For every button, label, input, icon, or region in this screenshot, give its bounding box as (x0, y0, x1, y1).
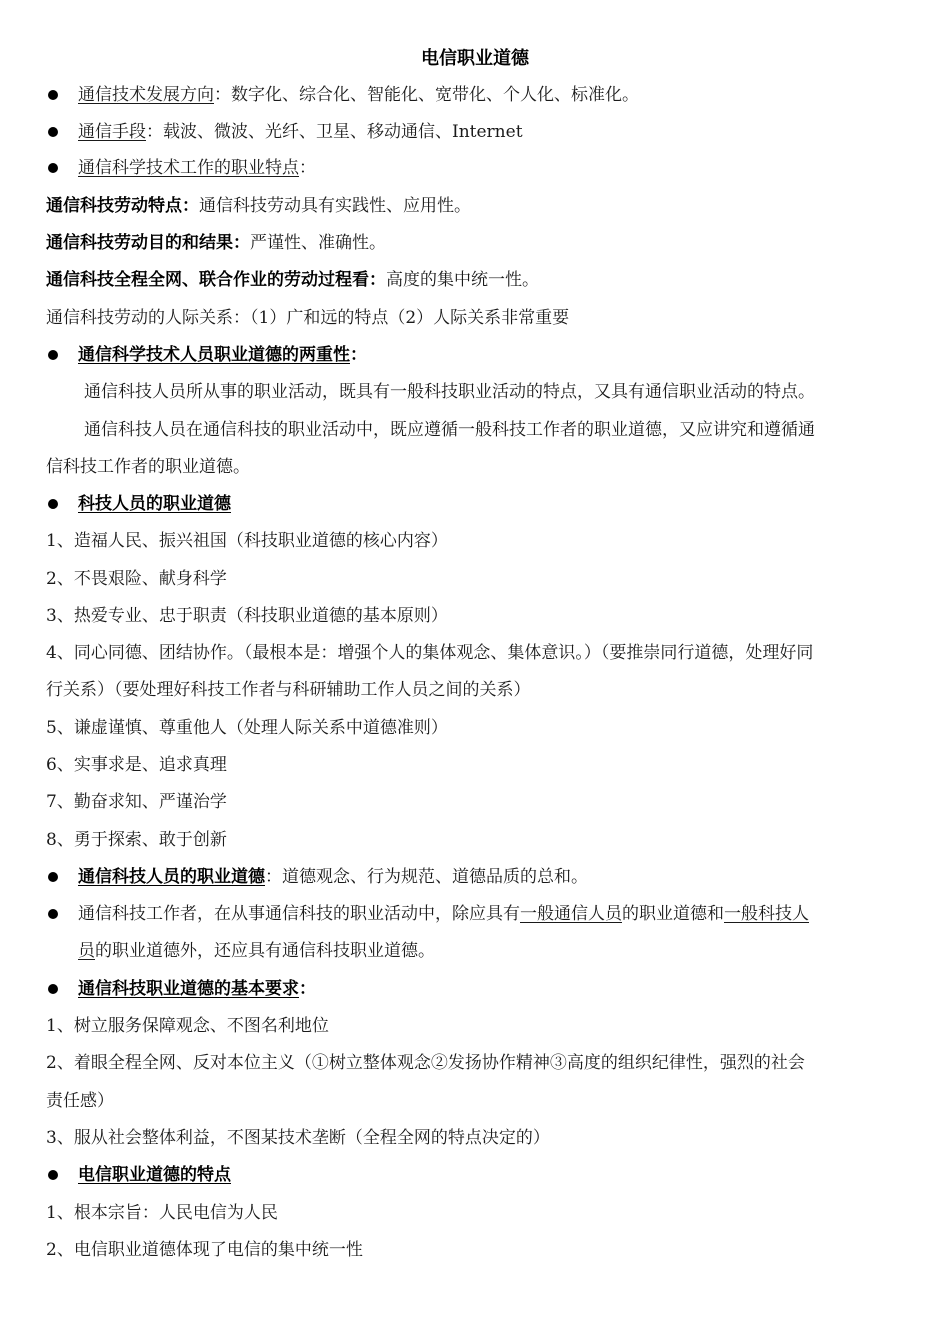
bullet-icon (48, 909, 58, 919)
bullet-item-sci-ethics (78, 491, 231, 517)
item-text: ：载波、微波、光纤、卫星、移动通信、Internet (146, 122, 523, 142)
list-item: 2、不畏艰险、献身科学 (46, 569, 227, 589)
list-item: 1、树立服务保障观念、不图名利地位 (46, 1016, 329, 1036)
item-text: ：道德观念、行为规范、道德品质的总和。 (265, 867, 588, 887)
duality-paragraph-2-line-2: 信科技工作者的职业道德。 (46, 457, 250, 477)
list-item: 2、电信职业道德体现了电信的集中统一性 (46, 1240, 363, 1260)
item-text: ： (299, 158, 316, 178)
list-item: 4、同心同德、团结协作。（最根本是：增强个人的集体观念、集体意识。）（要推崇同行道德，处理好同 (46, 643, 814, 663)
item-label: 通信手段 (78, 122, 146, 142)
item-label: 通信科学技术工作的职业特点 (78, 158, 299, 178)
bullet-icon (48, 90, 58, 100)
bullet-icon (48, 350, 58, 360)
item-text: ：数字化、综合化、智能化、宽带化、个人化、标准化。 (214, 85, 639, 105)
list-item: 3、服从社会整体利益，不图某技术垄断（全程全网的特点决定的） (46, 1128, 550, 1148)
bullet-item-basic-requirements (78, 976, 316, 1002)
paragraph-labor-characteristics (46, 193, 471, 219)
paragraph-labor-process (46, 267, 539, 293)
document-title: 电信职业道德 (421, 48, 529, 69)
item-text: ： (299, 979, 316, 999)
item-label: 通信技术发展方向 (78, 85, 214, 105)
paragraph-interpersonal: 通信科技劳动的人际关系：（1）广和远的特点（2）人际关系非常重要 (46, 308, 570, 328)
bullet-icon (48, 499, 58, 509)
paragraph-text: 严谨性、准确性。 (250, 233, 386, 253)
bullet-icon (48, 984, 58, 994)
bullet-item-comm-workers-line-1 (78, 901, 809, 927)
list-item: 3、热爱专业、忠于职责（科技职业道德的基本原则） (46, 606, 448, 626)
item-label: 科技人员的职业道德 (78, 494, 231, 514)
item-underlined: 一般科技人 (724, 904, 809, 924)
bullet-icon (48, 163, 58, 173)
item-text: 的职业道德和 (622, 904, 724, 924)
bullet-icon (48, 872, 58, 882)
paragraph-label: 通信科技劳动目的和结果： (46, 233, 250, 253)
list-item: 行关系）（要处理好科技工作者与科研辅助工作人员之间的关系） (46, 680, 531, 700)
item-underlined: 一般通信人员 (520, 904, 622, 924)
bullet-item-comm-ethics (78, 864, 588, 890)
list-item: 责任感） (46, 1091, 114, 1111)
item-text: ： (350, 345, 367, 365)
item-label: 电信职业道德的特点 (78, 1165, 231, 1185)
bullet-icon (48, 1170, 58, 1180)
bullet-item-comm-means (78, 119, 523, 145)
item-text: 通信科技工作者，在从事通信科技的职业活动中，除应具有 (78, 904, 520, 924)
list-item: 6、实事求是、追求真理 (46, 755, 227, 775)
bullet-item-telecom-features (78, 1162, 231, 1188)
item-underlined: 员 (78, 941, 95, 961)
list-item: 2、着眼全程全网、反对本位主义（①树立整体观念②发扬协作精神③高度的组织纪律性，强烈的社会 (46, 1053, 805, 1073)
list-item: 1、造福人民、振兴祖国（科技职业道德的核心内容） (46, 531, 448, 551)
item-text: 的职业道德外，还应具有通信科技职业道德。 (95, 941, 435, 961)
item-label: 通信科技职业道德的基本要求 (78, 979, 299, 999)
list-item: 1、根本宗旨：人民电信为人民 (46, 1203, 278, 1223)
bullet-item-duality (78, 342, 367, 368)
paragraph-labor-purpose (46, 230, 386, 256)
duality-paragraph-1: 通信科技人员所从事的职业活动，既具有一般科技职业活动的特点，又具有通信职业活动的特点。 (84, 382, 815, 402)
paragraph-text: 通信科技劳动具有实践性、应用性。 (199, 196, 471, 216)
bullet-item-tech-direction (78, 82, 639, 108)
paragraph-label: 通信科技劳动特点： (46, 196, 199, 216)
list-item: 7、勤奋求知、严谨治学 (46, 792, 227, 812)
item-label: 通信科学技术人员职业道德的两重性 (78, 345, 350, 365)
bullet-icon (48, 127, 58, 137)
bullet-item-work-characteristics (78, 155, 316, 181)
bullet-item-comm-workers-line-2 (78, 938, 435, 964)
duality-paragraph-2-line-1: 通信科技人员在通信科技的职业活动中，既应遵循一般科技工作者的职业道德，又应讲究和遵循通 (84, 420, 815, 440)
paragraph-label: 通信科技全程全网、联合作业的劳动过程看： (46, 270, 386, 290)
item-label: 通信科技人员的职业道德 (78, 867, 265, 887)
list-item: 8、勇于探索、敢于创新 (46, 830, 227, 850)
paragraph-text: 高度的集中统一性。 (386, 270, 539, 290)
list-item: 5、谦虚谨慎、尊重他人（处理人际关系中道德准则） (46, 718, 448, 738)
